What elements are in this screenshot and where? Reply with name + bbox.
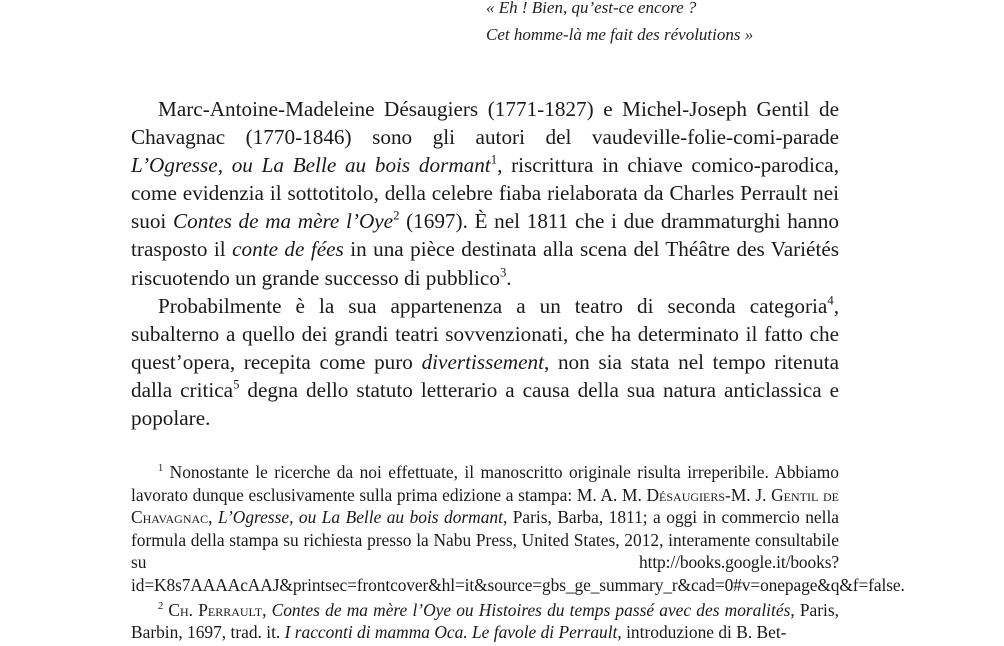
fn1-title: L’Ogresse, ou La Belle au bois dormant — [217, 507, 503, 528]
term-conte-de-fees: conte de fées — [232, 237, 344, 262]
fn1-text-3: , — [208, 507, 218, 528]
fn2-title-it: I racconti di mamma Oca. Le favole di Perrault — [284, 622, 618, 643]
paragraph-1 — [131, 95, 839, 292]
paragraph-2 — [131, 292, 839, 432]
footnote-ref-2: 2 — [393, 209, 400, 224]
fn2-text-1: , — [262, 599, 272, 620]
main-text — [131, 95, 839, 432]
fn1-author-2: Gentil de Chavagnac — [131, 484, 839, 528]
p2-text-4: degna dello statuto letterario a causa della sua natura anticlassica e popolare. — [131, 377, 840, 431]
footnote-1 — [131, 461, 905, 597]
p2-text-2: , subalterno a quello dei grandi teatri sovvenzionati, che ha determinato il fatto che quest’opera, recepita come puro — [131, 293, 839, 374]
fn2-author: Ch. Perrault — [168, 599, 263, 620]
footnote-2 — [131, 599, 839, 644]
footnotes — [131, 461, 905, 646]
p2-text-3: , non sia stata nel tempo ritenuta dalla critica — [131, 349, 839, 402]
footnote-2-number: 2 — [158, 600, 164, 612]
footnote-1-number: 1 — [158, 463, 164, 475]
fn1-text-1: Nonostante le ricerche da noi effettuate, il manoscritto originale risulta irreperibile. Abbiamo lavorato dunque esclusivamente sulla prima edizione a stampa: M. A. M. — [131, 462, 839, 505]
title-contes: Contes de ma mère l’Oye — [173, 209, 394, 234]
p1-text-5: . — [506, 265, 512, 290]
title-ogresse: L’Ogresse, ou La Belle au bois dormant — [131, 153, 491, 178]
fn1-author-1: Désaugiers — [646, 484, 726, 505]
p1-text-3: (1697). È nel 1811 che i due drammaturghi hanno trasposto il — [131, 209, 839, 262]
p1-text-2: , riscrittura in chiave comico-parodica, come evidenzia il sottotitolo, della celebre fiaba rielaborata da Charles Perrault nei suoi — [131, 153, 839, 234]
fn1-text-5: . — [900, 574, 905, 595]
epigraph-line-2: Cet homme-là me fait des révolutions » — [486, 25, 754, 44]
footnote-ref-4: 4 — [827, 293, 834, 308]
fn2-title: Contes de ma mère l’Oye ou Histoires du temps passé avec des moralités — [271, 599, 791, 620]
footnote-ref-5: 5 — [233, 377, 240, 392]
fn2-text-2: , Paris, Barbin, 1697, trad. it. — [131, 599, 839, 643]
footnote-ref-1: 1 — [490, 152, 498, 167]
p1-text-1: Marc-Antoine-Madeleine Désaugiers (1771-1827) e Michel-Joseph Gentil de Chavagnac (1770-1846) sono gli autori del vaudeville-folie-comi-parade — [131, 97, 839, 150]
fn1-text-2: -M. J. — [725, 484, 772, 505]
fn1-text-4: , Paris, Barba, 1811; a oggi in commercio nella formula della stampa su richiesta presso la Nabu Press, United States, 2012, interamente consultabile su — [131, 507, 839, 573]
epigraph-line-1: « Eh ! Bien, qu’est-ce encore ? — [486, 0, 697, 17]
fn2-text-3: , introduzione di B. Bet- — [617, 622, 787, 643]
fn1-url-link[interactable]: http://books.google.it/books?id=K8s7AAAAcAAJ&printsec=frontcover&hl=it&source=gbs_ge_summary_r&cad=0#v=onepage&q&f=false — [131, 552, 901, 595]
footnote-ref-3: 3 — [499, 265, 507, 280]
term-divertissement: divertissement — [421, 349, 544, 374]
p2-text-1: Probabilmente è la sua appartenenza a un teatro di seconda categoria — [158, 293, 828, 318]
epigraph — [486, 0, 986, 48]
p1-text-4: in una pièce destinata alla scena del Théâtre des Variétés riscuotendo un grande successo di pubblico — [131, 237, 839, 290]
